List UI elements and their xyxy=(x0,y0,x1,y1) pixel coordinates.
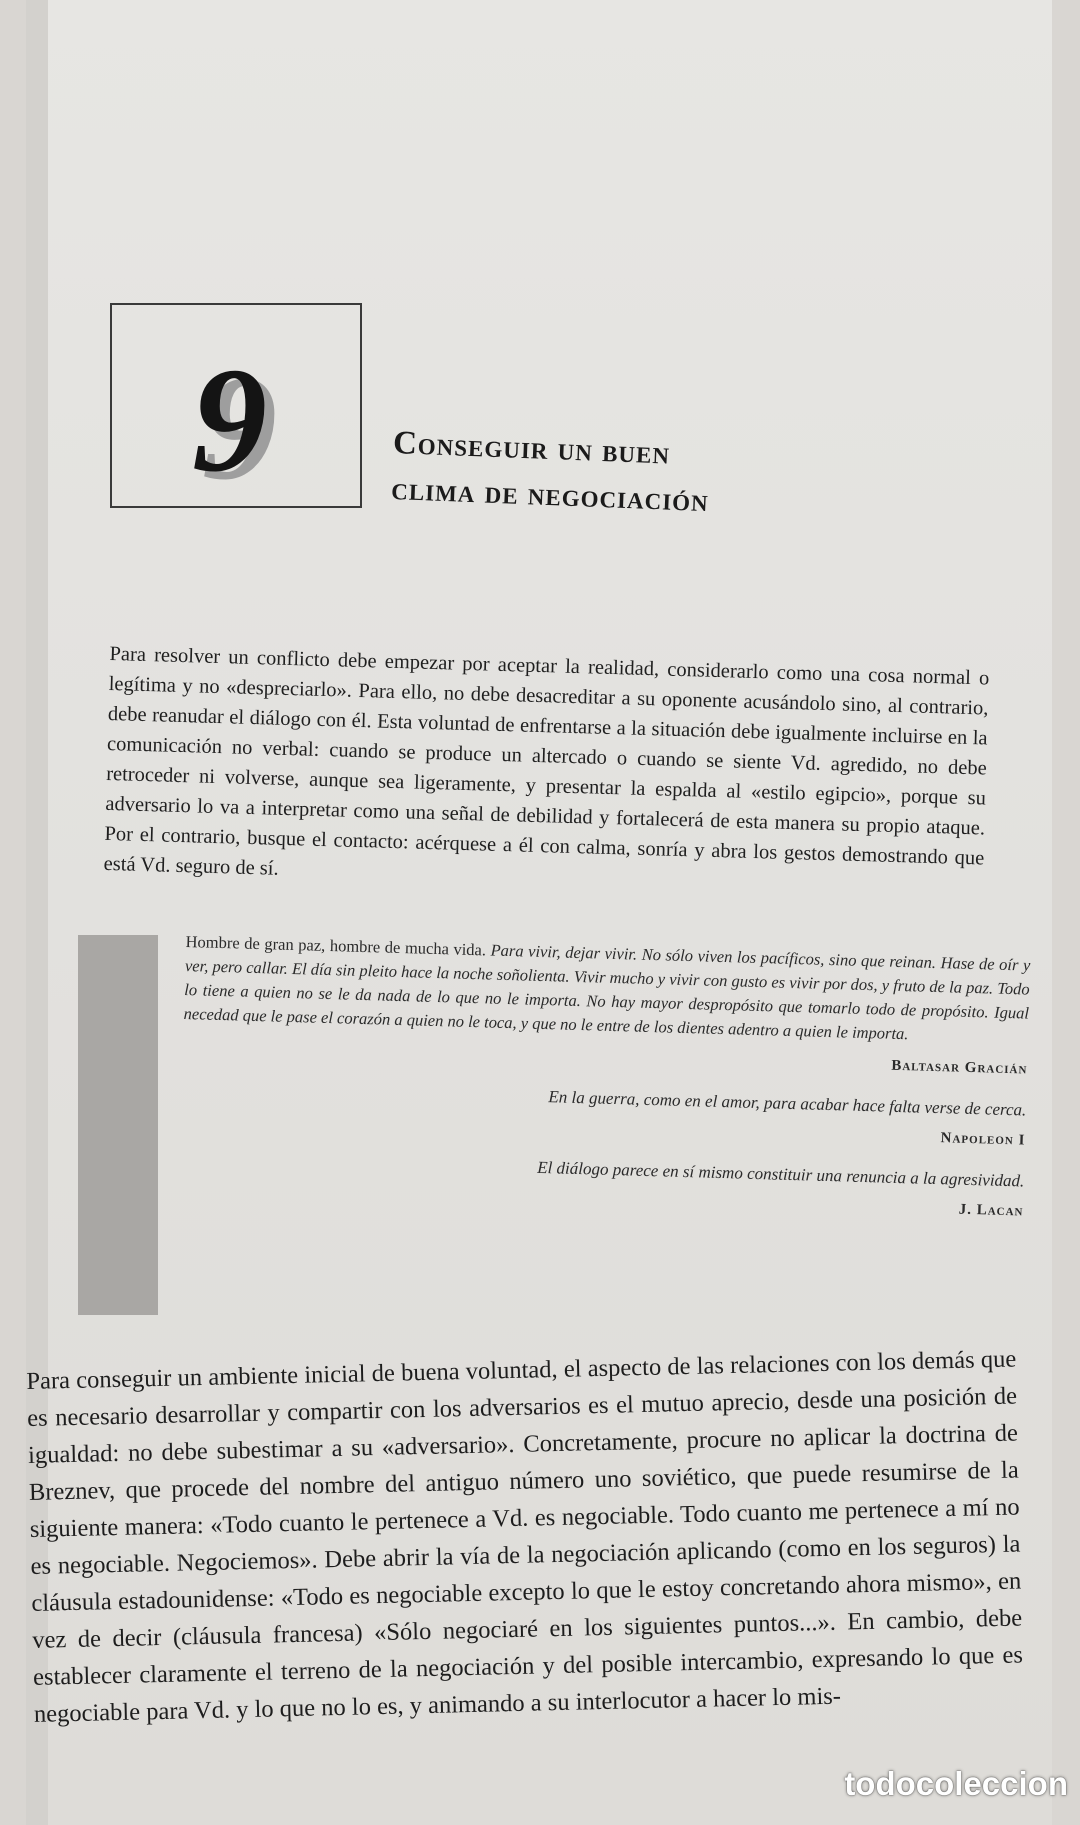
gracian-author: Baltasar Gracián xyxy=(891,1057,1028,1078)
chapter-title-line-2: clima de negociación xyxy=(390,470,710,520)
intro-paragraph: Para resolver un conflicto debe empezar por aceptar la realidad, considerarlo como una cosa normal o legítima y no «despreciarlo». Para ello, no debe desacreditar a su oponente acusándolo sino, al contrario, debe reanudar el diálogo con él. Esta voluntad de enfrentarse a la situación debe igualmente incluirse en la comunicación no verbal: cuando se produce un altercado o cuando se siente Vd. agredido, no debe retroceder ni volverse, aunque sea ligeramente, y presentar la espalda al «estilo egipcio», porque su adversario lo va a interpretar como una señal de debilidad y fortalecerá de esta manera su propio ataque. Por el contrario, busque el contacto: acérquese a él con calma, sonría y abra los gestos demostrando que está Vd. seguro de sí. xyxy=(103,642,990,880)
gracian-quote-plain: Hombre de gran paz, hombre de mucha vida. xyxy=(185,931,487,960)
napoleon-quote: En la guerra, como en el amor, para acabar hace falta verse de cerca. xyxy=(548,1087,1027,1120)
gracian-quote xyxy=(183,930,1030,1050)
quote-sidebar-bar xyxy=(78,935,158,1315)
book-page xyxy=(26,0,1052,1825)
site-watermark-logo: todocoleccion xyxy=(844,1765,1068,1802)
gracian-quote-italic: Para vivir, dejar vivir. No sólo viven los pacíficos, sino que reinan. Hase de oír y ver, pero callar. El día sin pleito hace la noche soñolienta. Vivir mucho y vivir con gusto es vivir por dos, y fruto de la paz. Todo lo tiene a quien no se le da nada de lo que no le importa. No hay mayor despropósito que tomarlo todo de propósito. Igual necedad que le pase el corazón a quien no le toca, y que no le entre de los dientes adentro a quien le importa. xyxy=(183,940,1031,1044)
chapter-number-box xyxy=(110,303,362,508)
chapter-title xyxy=(390,420,711,524)
body-paragraph: Para conseguir un ambiente inicial de buena voluntad, el aspecto de las relaciones con los demás que es necesario desarrollar y compartir con los adversarios es el mutuo aprecio, desde una posición de igualdad: no debe subestimar a su «adversario». Concretamente, procure no aplicar la doctrina de Breznev, que procede del nombre del antiguo número uno soviético, que puede resumirse de la siguiente manera: «Todo cuanto le pertenece a Vd. es negociable. Todo cuanto me pertenece a mí no es negociable. Negociemos». Debe abrir la vía de la negociación aplicando (como en los seguros) la cláusula estadounidense: «Todo es negociable excepto lo que le estoy concretando ahora mismo», en vez de decir (cláusula francesa) «Sólo negociaré en los siguientes puntos...». En cambio, debe establecer claramente el terreno de la negociación y del posible intercambio, expresando lo que es negociable para Vd. y lo que no lo es, y animando a su interlocutor a hacer lo mis- xyxy=(26,1345,1024,1728)
chapter-number: 9 xyxy=(192,337,267,503)
lacan-author: J. Lacan xyxy=(958,1201,1024,1220)
epigraph-quotes xyxy=(178,930,1031,1242)
napoleon-author: Napoleon I xyxy=(940,1130,1026,1149)
chapter-title-line-1: Conseguir un buen xyxy=(392,424,671,472)
lacan-quote: El diálogo parece en sí mismo constituir una renuncia a la agresividad. xyxy=(536,1157,1025,1191)
